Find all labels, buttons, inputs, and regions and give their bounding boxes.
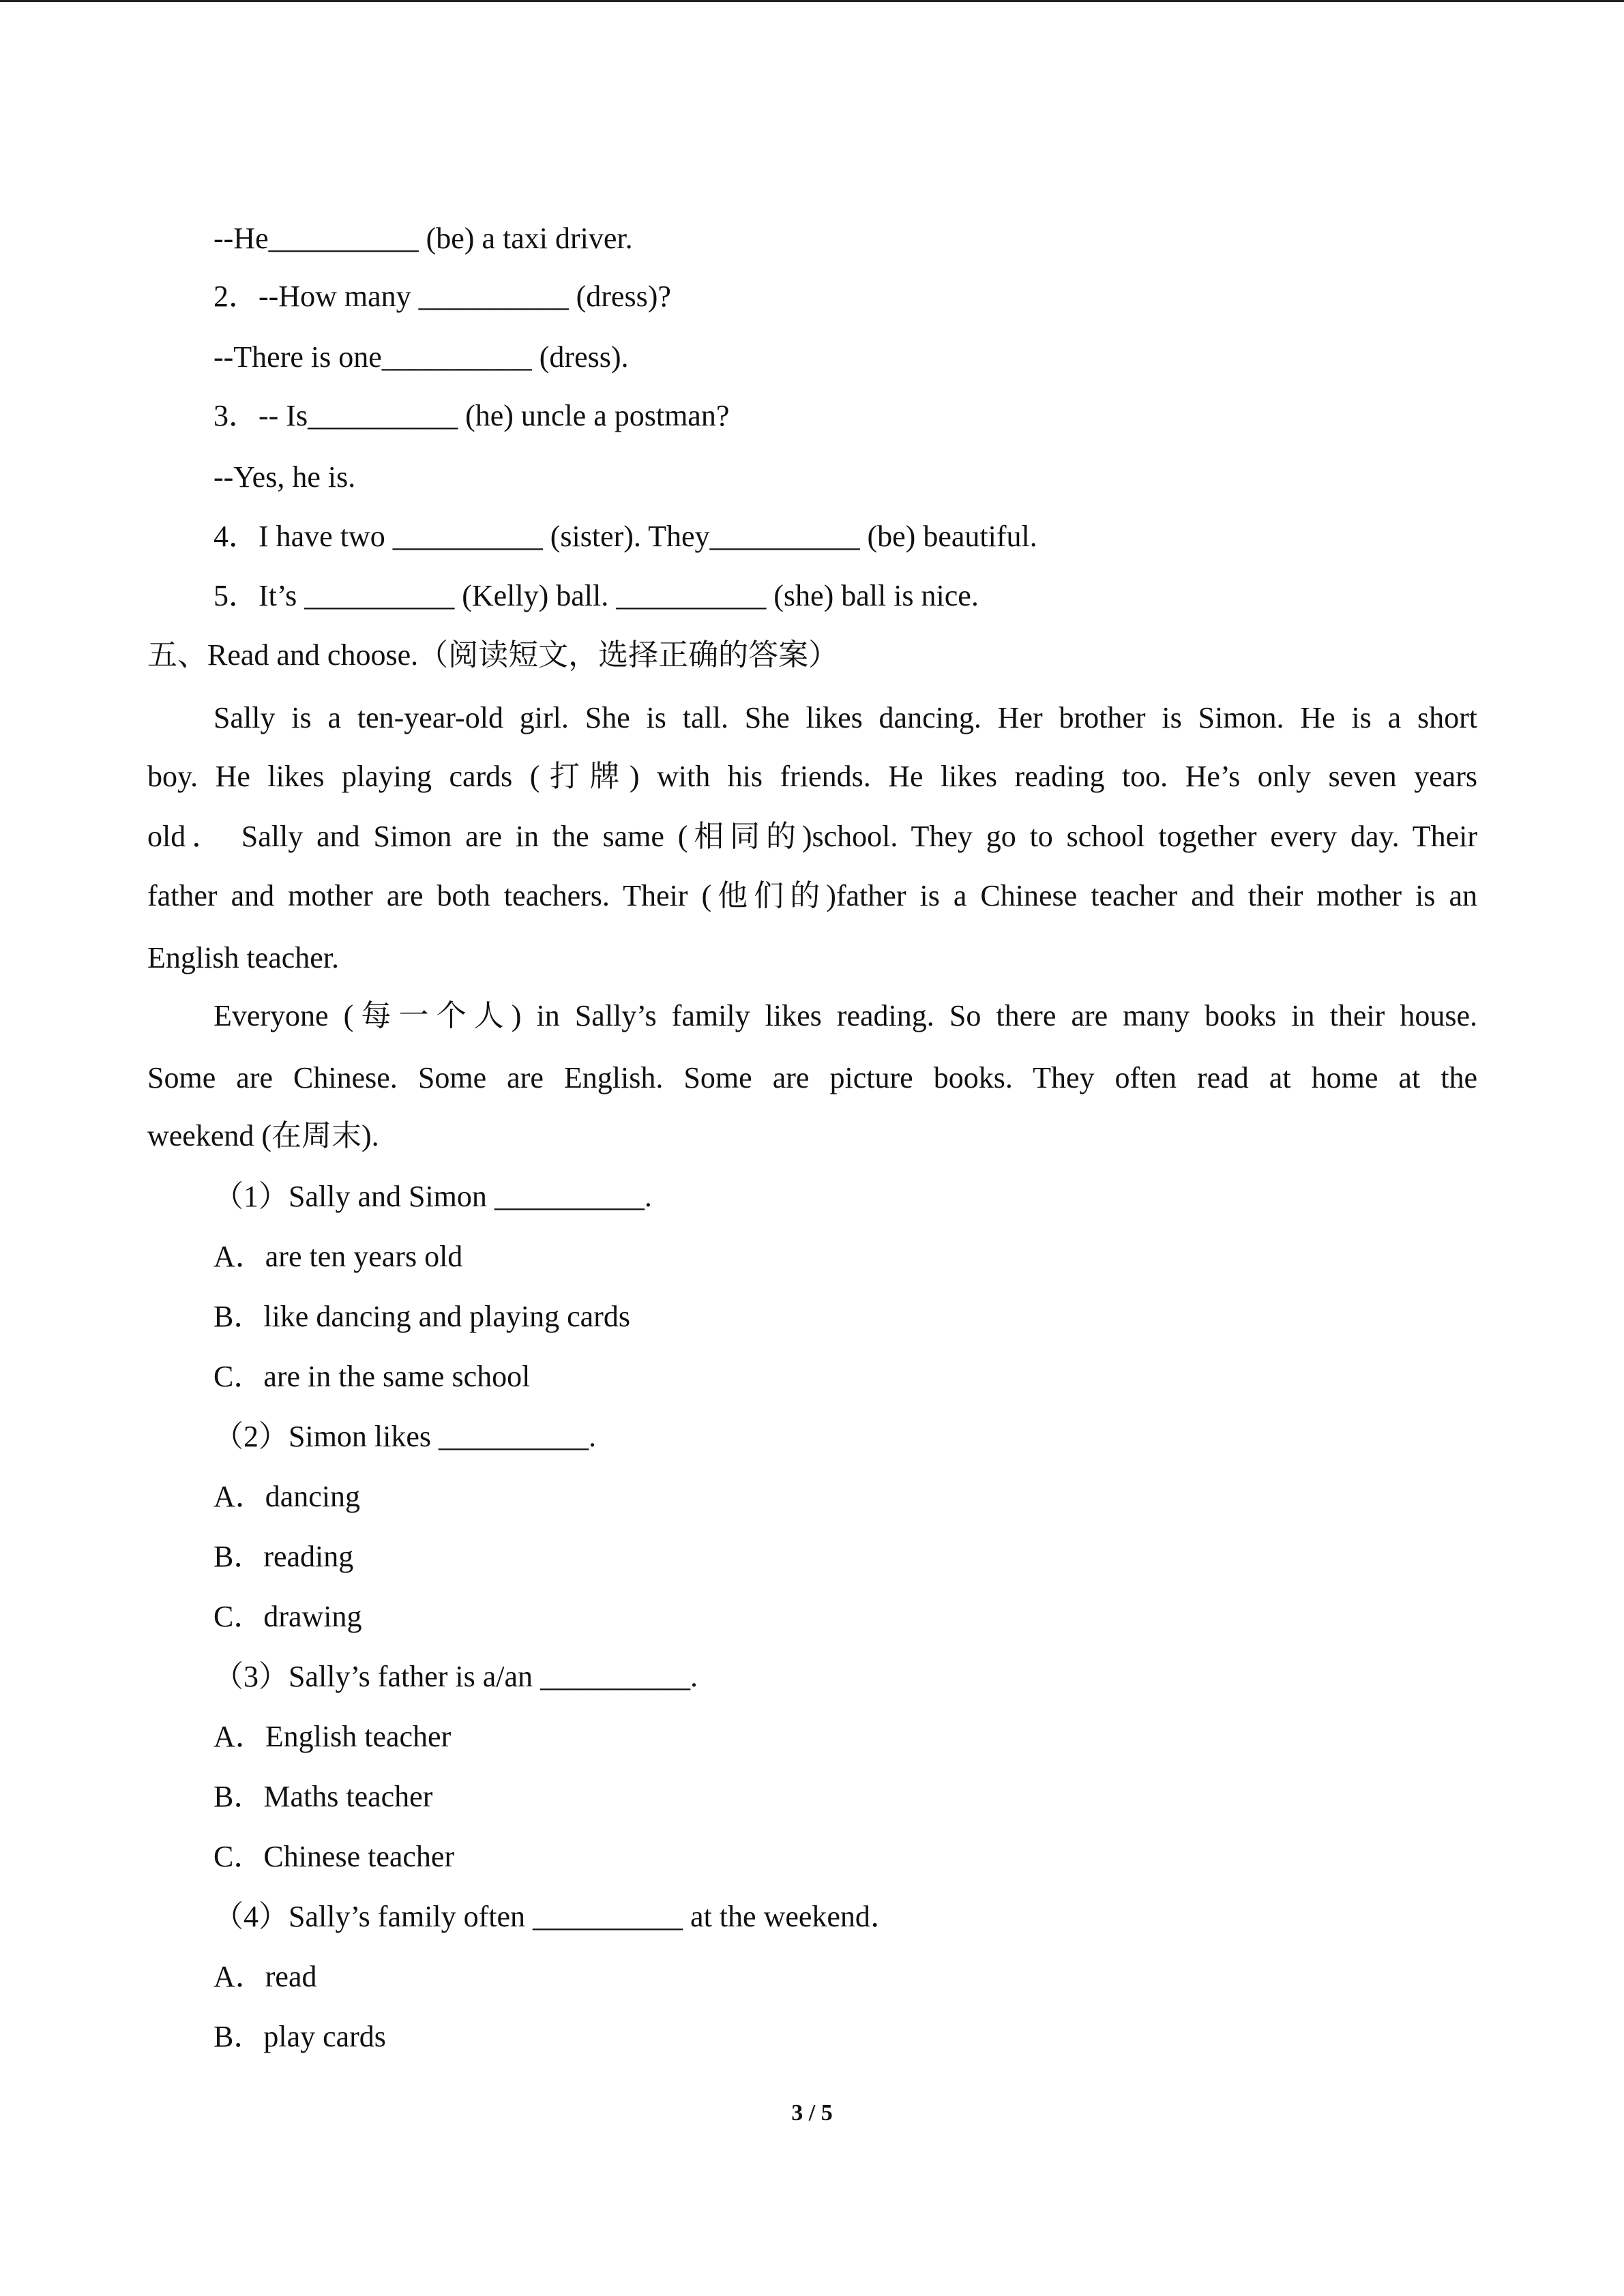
question-1-option-a: A．are ten years old [213,1240,463,1273]
question-1: （1）Sally and Simon __________. [213,1180,652,1213]
passage-line: weekend (在周末). [147,1119,379,1152]
question-2: （2）Simon likes __________. [213,1420,597,1453]
question-4: （4）Sally’s family often __________ at the weekend． [213,1900,900,1933]
exercise-line-1: --He__________ (be) a taxi driver. [213,222,633,255]
question-4-option-a: A．read [213,1960,317,1993]
passage-line: Some are Chinese. Some are English. Some are picture books. They often read at home at the [147,1061,1477,1094]
exercise-line-2: 2．--How many __________ (dress)? [213,280,671,313]
passage-line: English teacher. [147,941,340,974]
passage-line: old． Sally and Simon are in the same (相同的)school. They go to school together every day. Their [147,820,1477,853]
question-2-option-a: A．dancing [213,1480,361,1513]
exercise-line-5: --Yes, he is. [213,460,356,494]
page-number: 3 / 5 [791,2100,833,2126]
passage-line: Sally is a ten-year-old girl. She is tall. She likes dancing. Her brother is Simon. He is a short [213,701,1477,734]
exercise-line-4: 3．-- Is__________ (he) uncle a postman? [213,399,730,432]
exercise-line-6: 4．I have two __________ (sister). They__________ (be) beautiful. [213,520,1037,553]
question-3-option-c: C．Chinese teacher [213,1840,455,1873]
question-4-option-b: B．play cards [213,2020,386,2053]
exercise-line-3: --There is one__________ (dress). [213,340,629,374]
question-3: （3）Sally’s father is a/an __________. [213,1660,698,1693]
question-1-option-c: C．are in the same school [213,1360,531,1393]
section-heading: 五、Read and choose.（阅读短文，选择正确的答案） [147,638,839,672]
question-2-option-b: B．reading [213,1540,354,1573]
passage-line: Everyone (每一个人) in Sally’s family likes reading. So there are many books in their house. [213,999,1477,1032]
exercise-line-7: 5．It’s __________ (Kelly) ball. __________ (she) ball is nice. [213,579,979,612]
question-3-option-a: A．English teacher [213,1720,452,1753]
question-3-option-b: B．Maths teacher [213,1780,433,1813]
page-top-border [0,0,1624,2]
passage-line: boy. He likes playing cards (打牌) with his friends. He likes reading too. He’s only seven years [147,760,1477,793]
question-1-option-b: B．like dancing and playing cards [213,1300,630,1333]
question-2-option-c: C．drawing [213,1600,362,1633]
passage-line: father and mother are both teachers. Their (他们的)father is a Chinese teacher and their mother is an [147,879,1477,912]
